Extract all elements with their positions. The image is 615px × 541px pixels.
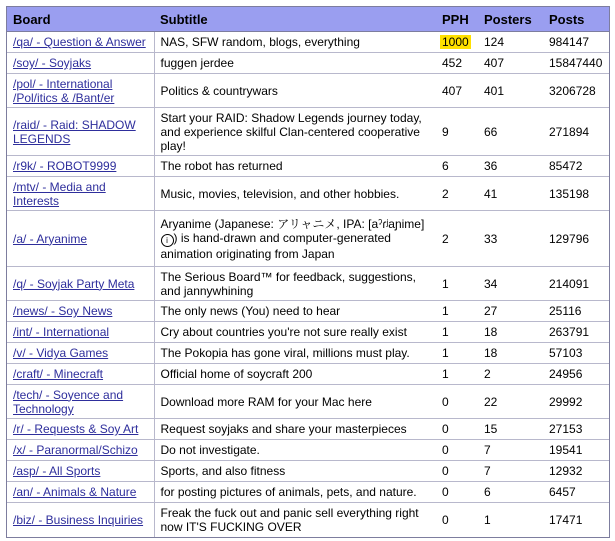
pph-value: 0 (436, 461, 478, 482)
board-link[interactable]: /an/ - Animals & Nature (13, 485, 137, 499)
board-link[interactable]: /raid/ - Raid: SHADOW LEGENDS (13, 117, 136, 146)
board-link[interactable]: /v/ - Vidya Games (13, 346, 109, 360)
posts-value: 271894 (543, 108, 609, 156)
posts-value: 29992 (543, 385, 609, 419)
table-row (7, 440, 609, 461)
table-row (7, 503, 609, 537)
column-header-posts[interactable]: Posts (543, 7, 609, 32)
board-link[interactable]: /mtv/ - Media and Interests (13, 179, 106, 208)
pph-value: 2 (436, 177, 478, 211)
posters-value: 2 (478, 364, 543, 385)
posts-value: 214091 (543, 267, 609, 301)
board-subtitle: Cry about countries you're not sure really exist (154, 322, 436, 343)
pph-value: 1 (436, 322, 478, 343)
posters-value: 36 (478, 156, 543, 177)
board-link[interactable]: /craft/ - Minecraft (13, 367, 104, 381)
board-link[interactable]: /pol/ - International /Pol/itics & /Bant/er (13, 76, 115, 105)
board-subtitle: fuggen jerdee (154, 53, 436, 74)
pph-value: 1 (436, 267, 478, 301)
table-row (7, 32, 609, 53)
pph-value: 1 (436, 364, 478, 385)
posts-value: 24956 (543, 364, 609, 385)
board-link[interactable]: /biz/ - Business Inquiries (13, 512, 144, 527)
pph-value: 2 (436, 211, 478, 267)
board-link[interactable]: /news/ - Soy News (13, 304, 113, 318)
board-link[interactable]: /qa/ - Question & Answer (13, 35, 146, 49)
board-subtitle: Request soyjaks and share your masterpieces (154, 419, 436, 440)
board-subtitle: The robot has returned (154, 156, 436, 177)
pph-value: 0 (436, 482, 478, 503)
posters-value: 22 (478, 385, 543, 419)
table-row (7, 385, 609, 419)
board-subtitle: Music, movies, television, and other hobbies. (154, 177, 436, 211)
pph-value: 0 (442, 512, 449, 527)
posts-value: 27153 (543, 419, 609, 440)
posts-value: 12932 (543, 461, 609, 482)
boards-table-frame (6, 6, 610, 538)
posts-value: 17471 (549, 512, 583, 527)
posts-value: 263791 (543, 322, 609, 343)
column-header-subtitle[interactable]: Subtitle (154, 7, 436, 32)
posts-value: 85472 (543, 156, 609, 177)
board-subtitle: Do not investigate. (154, 440, 436, 461)
table-row (7, 53, 609, 74)
table-row (7, 177, 609, 211)
board-subtitle: The Pokopia has gone viral, millions must play. (154, 343, 436, 364)
posters-value: 18 (478, 322, 543, 343)
board-subtitle: Politics & countrywars (154, 74, 436, 108)
table-row (7, 419, 609, 440)
table-row (7, 74, 609, 108)
pph-value: 407 (436, 74, 478, 108)
board-link[interactable]: /x/ - Paranormal/Schizo (13, 443, 138, 457)
posters-value: 66 (478, 108, 543, 156)
pph-value: 1 (436, 301, 478, 322)
board-subtitle: for posting pictures of animals, pets, and nature. (154, 482, 436, 503)
column-header-board[interactable]: Board (7, 7, 154, 32)
posts-value: 984147 (543, 32, 609, 53)
posters-value: 34 (478, 267, 543, 301)
posts-value: 25116 (543, 301, 609, 322)
board-link[interactable]: /int/ - International (13, 325, 110, 339)
table-row (7, 461, 609, 482)
posters-value: 18 (478, 343, 543, 364)
posters-value: 407 (478, 53, 543, 74)
table-row (7, 156, 609, 177)
board-link[interactable]: /tech/ - Soyence and Technology (13, 387, 124, 416)
posts-value: 15847440 (543, 53, 609, 74)
board-subtitle: Download more RAM for your Mac here (154, 385, 436, 419)
posters-value: 6 (478, 482, 543, 503)
column-header-pph[interactable]: PPH (436, 7, 478, 32)
posts-value: 129796 (543, 211, 609, 267)
board-subtitle: Official home of soycraft 200 (154, 364, 436, 385)
board-link[interactable]: /asp/ - All Sports (13, 464, 101, 478)
posters-value: 33 (478, 211, 543, 267)
pph-value: 1 (436, 343, 478, 364)
table-row (7, 364, 609, 385)
posts-value: 135198 (543, 177, 609, 211)
posters-value: 41 (478, 177, 543, 211)
board-subtitle: Aryanime (Japanese: アリャニメ, IPA: [aˀɾʲaɲime] i ) is hand-drawn and computer-generated animation originating from Japan (154, 211, 436, 267)
table-row (7, 108, 609, 156)
board-subtitle: The only news (You) need to hear (154, 301, 436, 322)
posters-value: 401 (478, 74, 543, 108)
posts-value: 6457 (543, 482, 609, 503)
pph-value: 6 (436, 156, 478, 177)
boards-table (7, 7, 609, 537)
posters-value: 15 (478, 419, 543, 440)
board-link[interactable]: /a/ - Aryanime (13, 231, 88, 246)
column-header-posters[interactable]: Posters (478, 7, 543, 32)
posters-value: 7 (478, 440, 543, 461)
posters-value: 7 (478, 461, 543, 482)
pph-value: 0 (436, 419, 478, 440)
board-link[interactable]: /r/ - Requests & Soy Art (13, 422, 139, 436)
pph-value-highlighted: 1000 (442, 35, 469, 49)
board-subtitle: NAS, SFW random, blogs, everything (154, 32, 436, 53)
posters-value: 27 (478, 301, 543, 322)
posters-value: 1 (484, 512, 491, 527)
posts-value: 3206728 (543, 74, 609, 108)
posts-value: 57103 (543, 343, 609, 364)
header-row (7, 7, 609, 32)
table-row (7, 267, 609, 301)
posts-value: 19541 (543, 440, 609, 461)
posters-value: 124 (478, 32, 543, 53)
table-row (7, 301, 609, 322)
board-subtitle: Start your RAID: Shadow Legends journey today, and experience skilful Clan-centered cooperative play! (154, 108, 436, 156)
pph-value: 0 (436, 440, 478, 461)
board-link[interactable]: /r9k/ - ROBOT9999 (13, 159, 117, 173)
board-subtitle: Sports, and also fitness (154, 461, 436, 482)
info-circle-icon: i (161, 234, 174, 247)
board-link[interactable]: /q/ - Soyjak Party Meta (13, 276, 135, 291)
pph-value: 0 (436, 385, 478, 419)
table-row (7, 343, 609, 364)
board-link[interactable]: /soy/ - Soyjaks (13, 56, 92, 70)
board-subtitle: Freak the fuck out and panic sell everything right now IT'S FUCKING OVER (160, 505, 419, 534)
pph-value: 9 (436, 108, 478, 156)
board-subtitle: The Serious Board™ for feedback, suggestions, and jannywhining (154, 267, 436, 301)
pph-value: 452 (436, 53, 478, 74)
table-row (7, 322, 609, 343)
table-row (7, 482, 609, 503)
table-row (7, 211, 609, 267)
